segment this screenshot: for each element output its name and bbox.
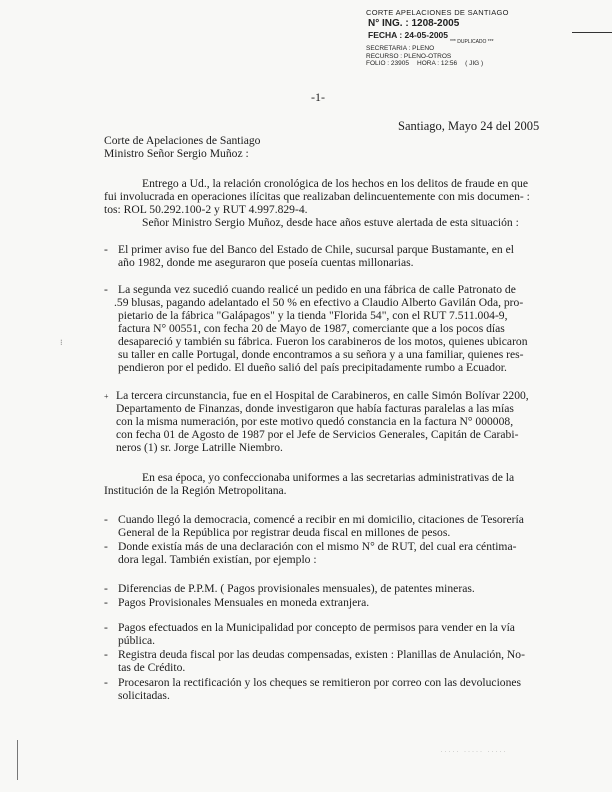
paragraph-line: año 1982, donde me aseguraron que poseía cuentas millonarias. [118, 256, 414, 269]
stamp-initials: ( JIG ) [465, 60, 484, 67]
list-item: Pagos efectuados en la Municipalidad por concepto de permisos para vender en la vía [118, 621, 515, 634]
bullet: - [104, 283, 108, 296]
stamp-hora: HORA : 12:56 [417, 60, 458, 67]
stamp-ing-number: N° ING. : 1208-2005 [368, 17, 460, 29]
bullet: - [104, 621, 108, 634]
paragraph-line: Institución de la Región Metropolitana. [104, 484, 287, 497]
list-item: tas de Crédito. [118, 661, 186, 674]
date-line: Santiago, Mayo 24 del 2005 [398, 119, 540, 133]
stamp-secretaria: SECRETARIA : PLENO [366, 45, 435, 52]
addressee-line: Ministro Señor Sergio Muñoz : [104, 147, 249, 160]
paragraph-line: factura N° 00551, con fecha 20 de Mayo de 1987, comerciante que a los pocos días [118, 322, 505, 335]
scan-edge-mark [17, 740, 18, 780]
bullet: - [104, 648, 108, 661]
paragraph-line: su taller en calle Portugal, donde encontramos a su señora y a una familiar, quienes res- [118, 348, 524, 361]
list-item: Procesaron la rectificación y los cheques se remitieron por correo con las devoluciones [118, 676, 522, 689]
bullet: - [104, 513, 108, 526]
page-number: -1- [311, 90, 325, 104]
list-item: Donde existía más de una declaración con el mismo N° de RUT, del cual era céntima- [118, 540, 517, 553]
list-item: pública. [118, 634, 156, 647]
paragraph-line: El primer aviso fue del Banco del Estado de Chile, sucursal parque Bustamante, en el [118, 243, 514, 256]
paragraph-line: .59 blusas, pagando adelantado el 50 % en efectivo a Claudio Alberto Gavilán Oda, pro- [114, 296, 524, 309]
bullet: - [104, 676, 108, 689]
stamp-folio: FOLIO : 23905 [366, 60, 409, 67]
scan-speck: ⁝ [60, 338, 63, 347]
list-item: Registra deuda fiscal por las deudas compensadas, existen : Planillas de Anulación, No- [118, 648, 525, 661]
paragraph-line: pietario de la fábrica "Galápagos" y la tienda "Florida 54", con el RUT 7.511.004-9, [118, 309, 508, 322]
paragraph-line: La segunda vez sucedió cuando realicé un pedido en una fábrica de calle Patronato de [118, 283, 516, 296]
paragraph-line: neros (1) sr. Jorge Latrille Niembro. [116, 441, 283, 454]
list-item: Diferencias de P.P.M. ( Pagos provisionales mensuales), de patentes mineras. [118, 582, 475, 595]
bullet: - [104, 582, 108, 595]
paragraph-line: pendieron por el pedido. El dueño salió del país precipitadamente rumbo a Ecuador. [118, 361, 507, 374]
bullet: + [104, 392, 109, 401]
paragraph-line: Departamento de Finanzas, donde investigaron que había facturas paralelas a las mías [116, 402, 514, 415]
list-item: dora legal. También existían, por ejemplo : [118, 553, 317, 566]
list-item: General de la República por registrar deuda fiscal en millones de pesos. [118, 526, 451, 539]
court-receipt-stamp [366, 9, 566, 68]
paragraph-line: La tercera circunstancia, fue en el Hospital de Carabineros, en calle Simón Bolívar 2200, [116, 389, 529, 402]
paragraph-line: con fecha 01 de Agosto de 1987 por el Jefe de Servicios Generales, Capitán de Carabi- [116, 428, 519, 441]
scan-edge-mark [572, 32, 612, 33]
bullet: - [104, 243, 108, 256]
bullet: - [104, 596, 108, 609]
stamp-date: FECHA : 24-05-2005 [368, 29, 448, 40]
stamp-folio-row [366, 61, 566, 68]
intro-line: Entrego a Ud., la relación cronológica de los hechos en los delitos de fraude en que [142, 177, 529, 190]
bullet: - [104, 540, 108, 553]
stamp-recurso: RECURSO : PLENO-OTROS [366, 52, 452, 60]
paragraph-line: con la misma numeración, por este motivo quedó constancia en la factura N° 000008, [116, 415, 514, 428]
intro-line: fui involucrada en operaciones ilícitas que realizaban delincuentemente con mis documen- : [104, 190, 530, 203]
paragraph-line: desapareció y también su fábrica. Fueron los carabineros de los motos, quienes ubicaron [118, 335, 528, 348]
stamp-duplicado: *** DUPLICADO *** [450, 39, 494, 45]
intro-line: Señor Ministro Sergio Muñoz, desde hace años estuve alertada de esta situación : [142, 216, 519, 229]
bleed-through-text: ····· ····· ····· [440, 746, 507, 756]
stamp-court: CORTE APELACIONES DE SANTIAGO [366, 8, 509, 17]
list-item: Cuando llegó la democracia, comencé a recibir en mi domicilio, citaciones de Tesorería [118, 513, 524, 526]
addressee-line: Corte de Apelaciones de Santiago [104, 134, 261, 147]
list-item: solicitadas. [118, 689, 170, 702]
intro-line: tos: ROL 50.292.100-2 y RUT 4.997.829-4. [104, 203, 308, 216]
paragraph-line: En esa época, yo confeccionaba uniformes a las secretarias administrativas de la [142, 471, 515, 484]
list-item: Pagos Provisionales Mensuales en moneda extranjera. [118, 596, 370, 609]
